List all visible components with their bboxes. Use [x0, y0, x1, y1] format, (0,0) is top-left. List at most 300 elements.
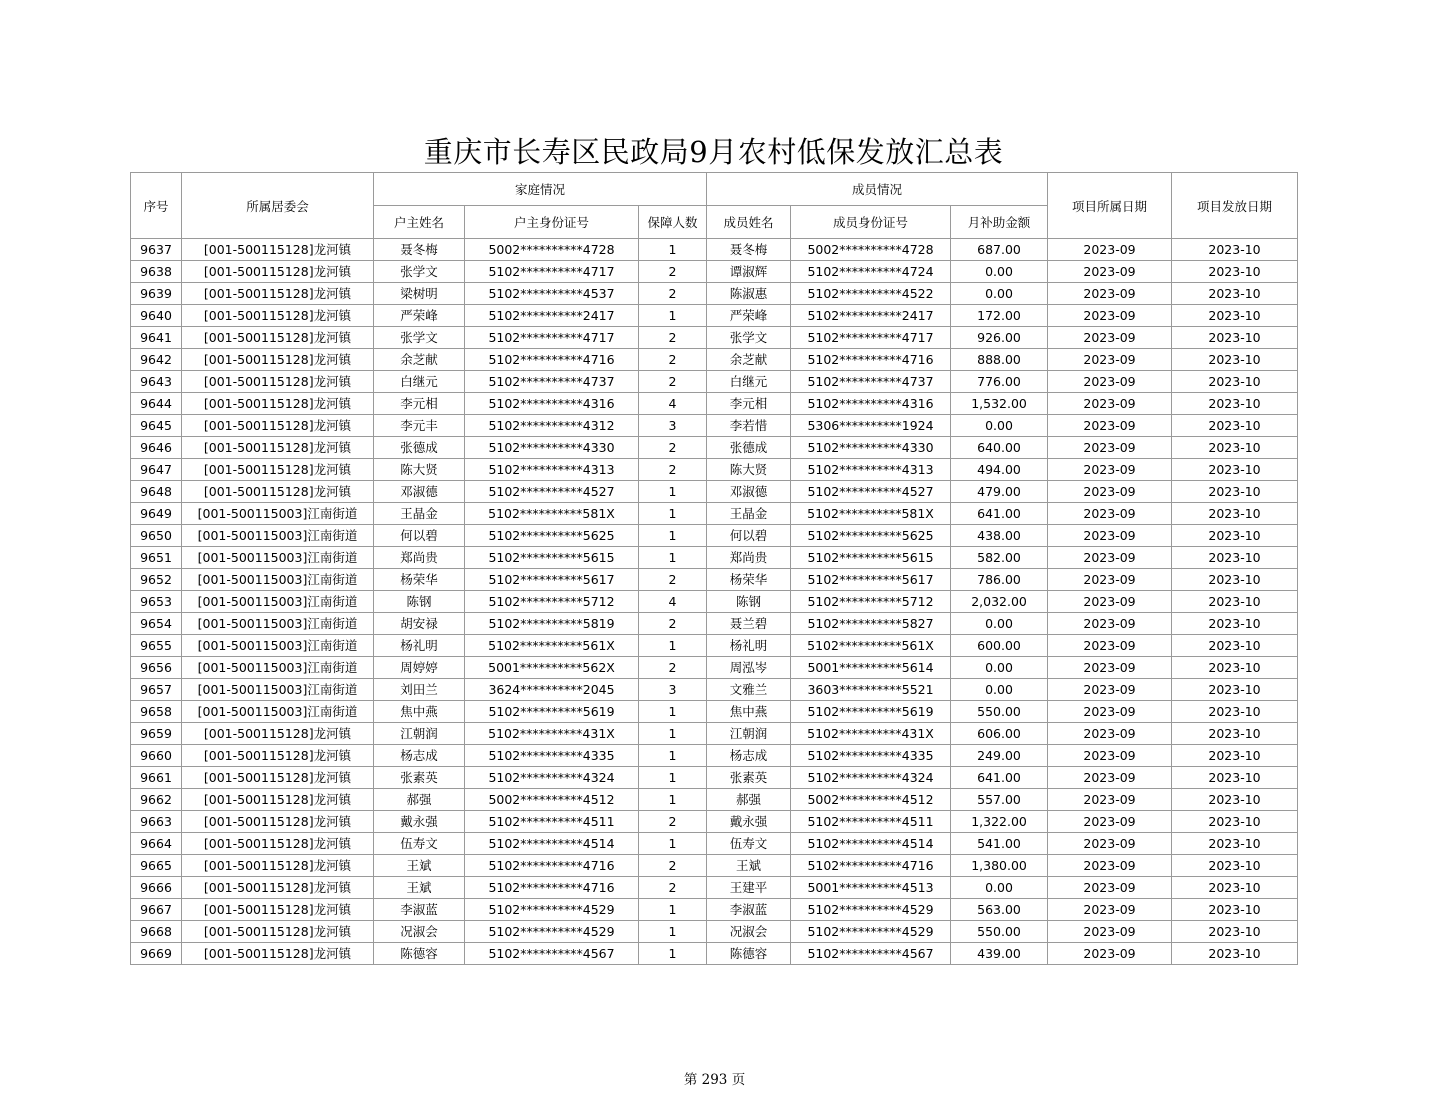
cell-committee: [001-500115128]龙河镇 [182, 767, 374, 789]
table-row [131, 679, 1298, 701]
cell-project-date: 2023-09 [1048, 547, 1172, 569]
cell-member-id: 5102**********5712 [791, 591, 951, 613]
table-row [131, 591, 1298, 613]
cell-monthly-amount: 550.00 [951, 701, 1048, 723]
cell-member-name: 李元相 [707, 393, 791, 415]
cell-issue-date: 2023-10 [1172, 261, 1298, 283]
cell-issue-date: 2023-10 [1172, 789, 1298, 811]
cell-project-date: 2023-09 [1048, 371, 1172, 393]
cell-insured-count: 2 [639, 613, 707, 635]
cell-head-name: 王斌 [374, 855, 465, 877]
table-row [131, 943, 1298, 965]
cell-monthly-amount: 1,380.00 [951, 855, 1048, 877]
cell-head-name: 王晶金 [374, 503, 465, 525]
cell-member-id: 5102**********4514 [791, 833, 951, 855]
cell-member-id: 5102**********4313 [791, 459, 951, 481]
cell-committee: [001-500115128]龙河镇 [182, 415, 374, 437]
cell-monthly-amount: 0.00 [951, 657, 1048, 679]
cell-insured-count: 3 [639, 679, 707, 701]
cell-head-name: 郝强 [374, 789, 465, 811]
cell-insured-count: 2 [639, 811, 707, 833]
cell-issue-date: 2023-10 [1172, 921, 1298, 943]
cell-head-id: 5102**********4567 [465, 943, 639, 965]
cell-head-id: 5102**********5625 [465, 525, 639, 547]
cell-project-date: 2023-09 [1048, 811, 1172, 833]
table-row [131, 613, 1298, 635]
cell-head-id: 5102**********4529 [465, 899, 639, 921]
cell-insured-count: 1 [639, 789, 707, 811]
cell-member-id: 5102**********4335 [791, 745, 951, 767]
cell-insured-count: 1 [639, 547, 707, 569]
cell-committee: [001-500115003]江南街道 [182, 503, 374, 525]
cell-project-date: 2023-09 [1048, 855, 1172, 877]
cell-committee: [001-500115128]龙河镇 [182, 393, 374, 415]
cell-project-date: 2023-09 [1048, 569, 1172, 591]
table-row [131, 701, 1298, 723]
cell-monthly-amount: 641.00 [951, 503, 1048, 525]
cell-issue-date: 2023-10 [1172, 767, 1298, 789]
cell-seq: 9665 [131, 855, 182, 877]
cell-member-name: 郝强 [707, 789, 791, 811]
cell-issue-date: 2023-10 [1172, 481, 1298, 503]
cell-member-id: 5002**********4512 [791, 789, 951, 811]
cell-head-id: 5102**********4717 [465, 327, 639, 349]
cell-head-name: 况淑会 [374, 921, 465, 943]
table-row [131, 349, 1298, 371]
cell-head-id: 5001**********562X [465, 657, 639, 679]
cell-committee: [001-500115128]龙河镇 [182, 745, 374, 767]
cell-committee: [001-500115128]龙河镇 [182, 811, 374, 833]
cell-insured-count: 2 [639, 283, 707, 305]
cell-head-id: 5102**********4514 [465, 833, 639, 855]
header-seq: 序号 [131, 173, 182, 239]
cell-member-id: 5102**********4324 [791, 767, 951, 789]
cell-committee: [001-500115128]龙河镇 [182, 855, 374, 877]
table-body [131, 239, 1298, 965]
cell-monthly-amount: 687.00 [951, 239, 1048, 261]
cell-committee: [001-500115128]龙河镇 [182, 283, 374, 305]
cell-insured-count: 2 [639, 371, 707, 393]
cell-seq: 9657 [131, 679, 182, 701]
header-family-group: 家庭情况 [374, 173, 707, 206]
header-committee: 所属居委会 [182, 173, 374, 239]
cell-head-id: 5102**********5712 [465, 591, 639, 613]
table-row [131, 569, 1298, 591]
cell-seq: 9640 [131, 305, 182, 327]
cell-seq: 9660 [131, 745, 182, 767]
cell-project-date: 2023-09 [1048, 327, 1172, 349]
table-row [131, 723, 1298, 745]
cell-monthly-amount: 563.00 [951, 899, 1048, 921]
cell-project-date: 2023-09 [1048, 723, 1172, 745]
cell-project-date: 2023-09 [1048, 349, 1172, 371]
cell-head-name: 余芝献 [374, 349, 465, 371]
cell-insured-count: 2 [639, 657, 707, 679]
cell-member-id: 5102**********4529 [791, 899, 951, 921]
page-number-prefix: 第 [683, 1072, 698, 1088]
cell-member-name: 郑尚贵 [707, 547, 791, 569]
cell-monthly-amount: 0.00 [951, 877, 1048, 899]
cell-member-name: 谭淑辉 [707, 261, 791, 283]
cell-seq: 9656 [131, 657, 182, 679]
cell-member-id: 5102**********4522 [791, 283, 951, 305]
cell-insured-count: 2 [639, 459, 707, 481]
cell-issue-date: 2023-10 [1172, 569, 1298, 591]
cell-issue-date: 2023-10 [1172, 283, 1298, 305]
cell-project-date: 2023-09 [1048, 525, 1172, 547]
cell-project-date: 2023-09 [1048, 833, 1172, 855]
table-row [131, 657, 1298, 679]
cell-project-date: 2023-09 [1048, 613, 1172, 635]
cell-head-name: 周婷婷 [374, 657, 465, 679]
cell-head-name: 梁树明 [374, 283, 465, 305]
cell-member-name: 聂兰碧 [707, 613, 791, 635]
table-row [131, 261, 1298, 283]
cell-insured-count: 2 [639, 569, 707, 591]
cell-member-id: 5102**********5619 [791, 701, 951, 723]
cell-member-id: 5102**********581X [791, 503, 951, 525]
cell-issue-date: 2023-10 [1172, 899, 1298, 921]
cell-committee: [001-500115128]龙河镇 [182, 943, 374, 965]
cell-monthly-amount: 0.00 [951, 283, 1048, 305]
table-row [131, 415, 1298, 437]
table-row [131, 921, 1298, 943]
cell-project-date: 2023-09 [1048, 767, 1172, 789]
cell-member-id: 5102**********4716 [791, 855, 951, 877]
cell-member-name: 杨礼明 [707, 635, 791, 657]
cell-head-id: 5102**********431X [465, 723, 639, 745]
cell-member-id: 5102**********431X [791, 723, 951, 745]
cell-project-date: 2023-09 [1048, 283, 1172, 305]
cell-committee: [001-500115003]江南街道 [182, 679, 374, 701]
relief-summary-table [130, 172, 1298, 965]
cell-seq: 9655 [131, 635, 182, 657]
cell-head-name: 刘田兰 [374, 679, 465, 701]
cell-head-id: 5102**********561X [465, 635, 639, 657]
cell-issue-date: 2023-10 [1172, 371, 1298, 393]
table-row [131, 459, 1298, 481]
cell-member-id: 5102**********4716 [791, 349, 951, 371]
table-row [131, 855, 1298, 877]
cell-issue-date: 2023-10 [1172, 525, 1298, 547]
cell-seq: 9654 [131, 613, 182, 635]
cell-project-date: 2023-09 [1048, 657, 1172, 679]
cell-head-name: 严荣峰 [374, 305, 465, 327]
cell-issue-date: 2023-10 [1172, 833, 1298, 855]
cell-project-date: 2023-09 [1048, 239, 1172, 261]
cell-seq: 9668 [131, 921, 182, 943]
cell-monthly-amount: 776.00 [951, 371, 1048, 393]
cell-head-name: 张学文 [374, 327, 465, 349]
cell-committee: [001-500115128]龙河镇 [182, 349, 374, 371]
cell-seq: 9642 [131, 349, 182, 371]
header-member-id: 成员身份证号 [791, 206, 951, 239]
cell-head-name: 江朝润 [374, 723, 465, 745]
cell-member-id: 5102**********4529 [791, 921, 951, 943]
cell-member-id: 5102**********561X [791, 635, 951, 657]
header-member-group: 成员情况 [707, 173, 1048, 206]
cell-seq: 9645 [131, 415, 182, 437]
table-row [131, 789, 1298, 811]
cell-head-name: 杨志成 [374, 745, 465, 767]
cell-monthly-amount: 786.00 [951, 569, 1048, 591]
cell-committee: [001-500115003]江南街道 [182, 701, 374, 723]
cell-committee: [001-500115128]龙河镇 [182, 371, 374, 393]
cell-head-name: 胡安禄 [374, 613, 465, 635]
cell-seq: 9648 [131, 481, 182, 503]
cell-committee: [001-500115003]江南街道 [182, 569, 374, 591]
table-row [131, 481, 1298, 503]
cell-member-id: 5002**********4728 [791, 239, 951, 261]
cell-seq: 9658 [131, 701, 182, 723]
cell-issue-date: 2023-10 [1172, 415, 1298, 437]
cell-seq: 9666 [131, 877, 182, 899]
cell-member-name: 江朝润 [707, 723, 791, 745]
cell-member-name: 伍寿文 [707, 833, 791, 855]
cell-head-name: 陈大贤 [374, 459, 465, 481]
cell-committee: [001-500115128]龙河镇 [182, 921, 374, 943]
cell-member-name: 陈德容 [707, 943, 791, 965]
cell-head-id: 5102**********5617 [465, 569, 639, 591]
cell-seq: 9649 [131, 503, 182, 525]
cell-head-name: 聂冬梅 [374, 239, 465, 261]
cell-insured-count: 1 [639, 305, 707, 327]
cell-member-id: 5102**********4737 [791, 371, 951, 393]
cell-insured-count: 2 [639, 261, 707, 283]
cell-insured-count: 2 [639, 855, 707, 877]
cell-committee: [001-500115003]江南街道 [182, 613, 374, 635]
cell-monthly-amount: 606.00 [951, 723, 1048, 745]
cell-seq: 9637 [131, 239, 182, 261]
cell-member-id: 3603**********5521 [791, 679, 951, 701]
cell-head-name: 张素英 [374, 767, 465, 789]
cell-member-name: 陈大贤 [707, 459, 791, 481]
cell-member-name: 陈钢 [707, 591, 791, 613]
table-row [131, 547, 1298, 569]
cell-issue-date: 2023-10 [1172, 503, 1298, 525]
cell-project-date: 2023-09 [1048, 899, 1172, 921]
cell-head-id: 5102**********4312 [465, 415, 639, 437]
header-issue-date: 项目发放日期 [1172, 173, 1298, 239]
cell-head-id: 5102**********4316 [465, 393, 639, 415]
cell-head-id: 5002**********4512 [465, 789, 639, 811]
cell-monthly-amount: 494.00 [951, 459, 1048, 481]
table-row [131, 525, 1298, 547]
cell-committee: [001-500115128]龙河镇 [182, 789, 374, 811]
cell-committee: [001-500115128]龙河镇 [182, 239, 374, 261]
cell-seq: 9646 [131, 437, 182, 459]
cell-project-date: 2023-09 [1048, 393, 1172, 415]
cell-seq: 9641 [131, 327, 182, 349]
cell-member-id: 5102**********4717 [791, 327, 951, 349]
cell-project-date: 2023-09 [1048, 591, 1172, 613]
cell-head-name: 邓淑德 [374, 481, 465, 503]
cell-committee: [001-500115128]龙河镇 [182, 261, 374, 283]
cell-monthly-amount: 249.00 [951, 745, 1048, 767]
table-row [131, 745, 1298, 767]
cell-insured-count: 1 [639, 481, 707, 503]
cell-head-id: 5102**********4529 [465, 921, 639, 943]
cell-insured-count: 3 [639, 415, 707, 437]
cell-insured-count: 1 [639, 943, 707, 965]
cell-member-name: 李若惜 [707, 415, 791, 437]
cell-monthly-amount: 0.00 [951, 679, 1048, 701]
cell-head-id: 5102**********581X [465, 503, 639, 525]
cell-member-id: 5102**********5615 [791, 547, 951, 569]
cell-member-id: 5102**********4316 [791, 393, 951, 415]
cell-head-id: 5102**********4527 [465, 481, 639, 503]
cell-monthly-amount: 479.00 [951, 481, 1048, 503]
cell-issue-date: 2023-10 [1172, 855, 1298, 877]
cell-seq: 9652 [131, 569, 182, 591]
cell-member-name: 严荣峰 [707, 305, 791, 327]
cell-insured-count: 1 [639, 723, 707, 745]
cell-head-id: 3624**********2045 [465, 679, 639, 701]
cell-insured-count: 1 [639, 921, 707, 943]
table-row [131, 437, 1298, 459]
page-title: 重庆市长寿区民政局9月农村低保发放汇总表 [423, 135, 1004, 169]
cell-project-date: 2023-09 [1048, 745, 1172, 767]
cell-insured-count: 1 [639, 767, 707, 789]
cell-head-id: 5102**********4511 [465, 811, 639, 833]
cell-monthly-amount: 582.00 [951, 547, 1048, 569]
cell-head-id: 5102**********4324 [465, 767, 639, 789]
cell-issue-date: 2023-10 [1172, 701, 1298, 723]
cell-insured-count: 2 [639, 327, 707, 349]
table-row [131, 877, 1298, 899]
cell-member-id: 5102**********5625 [791, 525, 951, 547]
cell-member-id: 5001**********4513 [791, 877, 951, 899]
cell-member-name: 邓淑德 [707, 481, 791, 503]
cell-monthly-amount: 2,032.00 [951, 591, 1048, 613]
cell-member-name: 况淑会 [707, 921, 791, 943]
cell-issue-date: 2023-10 [1172, 305, 1298, 327]
cell-seq: 9661 [131, 767, 182, 789]
table-row [131, 239, 1298, 261]
cell-head-id: 5102**********5619 [465, 701, 639, 723]
cell-monthly-amount: 640.00 [951, 437, 1048, 459]
cell-head-name: 张学文 [374, 261, 465, 283]
cell-head-name: 杨礼明 [374, 635, 465, 657]
cell-insured-count: 1 [639, 525, 707, 547]
cell-committee: [001-500115128]龙河镇 [182, 723, 374, 745]
cell-insured-count: 1 [639, 503, 707, 525]
cell-project-date: 2023-09 [1048, 789, 1172, 811]
cell-seq: 9653 [131, 591, 182, 613]
cell-member-id: 5102**********4567 [791, 943, 951, 965]
cell-committee: [001-500115003]江南街道 [182, 591, 374, 613]
cell-insured-count: 2 [639, 877, 707, 899]
header-head-id: 户主身份证号 [465, 206, 639, 239]
cell-issue-date: 2023-10 [1172, 745, 1298, 767]
cell-head-name: 王斌 [374, 877, 465, 899]
cell-seq: 9669 [131, 943, 182, 965]
cell-monthly-amount: 0.00 [951, 261, 1048, 283]
cell-issue-date: 2023-10 [1172, 239, 1298, 261]
page-footer [0, 1068, 1429, 1088]
cell-seq: 9643 [131, 371, 182, 393]
cell-seq: 9650 [131, 525, 182, 547]
table-header [131, 173, 1298, 239]
cell-head-name: 陈德容 [374, 943, 465, 965]
cell-project-date: 2023-09 [1048, 437, 1172, 459]
cell-monthly-amount: 172.00 [951, 305, 1048, 327]
cell-head-name: 郑尚贵 [374, 547, 465, 569]
cell-issue-date: 2023-10 [1172, 613, 1298, 635]
cell-seq: 9644 [131, 393, 182, 415]
cell-member-name: 聂冬梅 [707, 239, 791, 261]
cell-member-name: 余芝献 [707, 349, 791, 371]
cell-monthly-amount: 1,322.00 [951, 811, 1048, 833]
cell-issue-date: 2023-10 [1172, 943, 1298, 965]
cell-insured-count: 1 [639, 239, 707, 261]
cell-seq: 9651 [131, 547, 182, 569]
cell-head-id: 5102**********4737 [465, 371, 639, 393]
cell-monthly-amount: 439.00 [951, 943, 1048, 965]
cell-project-date: 2023-09 [1048, 459, 1172, 481]
cell-committee: [001-500115003]江南街道 [182, 635, 374, 657]
cell-member-id: 5102**********4511 [791, 811, 951, 833]
cell-insured-count: 1 [639, 745, 707, 767]
cell-monthly-amount: 600.00 [951, 635, 1048, 657]
cell-insured-count: 2 [639, 437, 707, 459]
cell-monthly-amount: 1,532.00 [951, 393, 1048, 415]
cell-issue-date: 2023-10 [1172, 459, 1298, 481]
cell-member-id: 5001**********5614 [791, 657, 951, 679]
cell-issue-date: 2023-10 [1172, 635, 1298, 657]
cell-head-name: 张德成 [374, 437, 465, 459]
cell-head-name: 杨荣华 [374, 569, 465, 591]
cell-head-name: 焦中燕 [374, 701, 465, 723]
cell-issue-date: 2023-10 [1172, 327, 1298, 349]
cell-monthly-amount: 438.00 [951, 525, 1048, 547]
cell-monthly-amount: 557.00 [951, 789, 1048, 811]
header-project-date: 项目所属日期 [1048, 173, 1172, 239]
cell-head-name: 伍寿文 [374, 833, 465, 855]
cell-head-name: 李元丰 [374, 415, 465, 437]
cell-monthly-amount: 541.00 [951, 833, 1048, 855]
table-row [131, 811, 1298, 833]
cell-head-name: 陈钢 [374, 591, 465, 613]
cell-committee: [001-500115128]龙河镇 [182, 459, 374, 481]
cell-head-id: 5102**********4335 [465, 745, 639, 767]
cell-head-id: 5102**********4716 [465, 349, 639, 371]
cell-member-name: 杨荣华 [707, 569, 791, 591]
cell-insured-count: 1 [639, 899, 707, 921]
table-row [131, 833, 1298, 855]
cell-seq: 9664 [131, 833, 182, 855]
cell-member-name: 戴永强 [707, 811, 791, 833]
cell-project-date: 2023-09 [1048, 415, 1172, 437]
cell-project-date: 2023-09 [1048, 305, 1172, 327]
table-row [131, 327, 1298, 349]
cell-member-id: 5102**********5617 [791, 569, 951, 591]
header-head-name: 户主姓名 [374, 206, 465, 239]
cell-committee: [001-500115128]龙河镇 [182, 481, 374, 503]
cell-seq: 9647 [131, 459, 182, 481]
cell-issue-date: 2023-10 [1172, 679, 1298, 701]
cell-issue-date: 2023-10 [1172, 657, 1298, 679]
cell-committee: [001-500115128]龙河镇 [182, 877, 374, 899]
cell-member-name: 周泓岑 [707, 657, 791, 679]
cell-member-name: 张德成 [707, 437, 791, 459]
cell-insured-count: 1 [639, 833, 707, 855]
table-row [131, 283, 1298, 305]
cell-member-id: 5102**********4724 [791, 261, 951, 283]
cell-insured-count: 1 [639, 635, 707, 657]
table-row [131, 635, 1298, 657]
cell-issue-date: 2023-10 [1172, 723, 1298, 745]
